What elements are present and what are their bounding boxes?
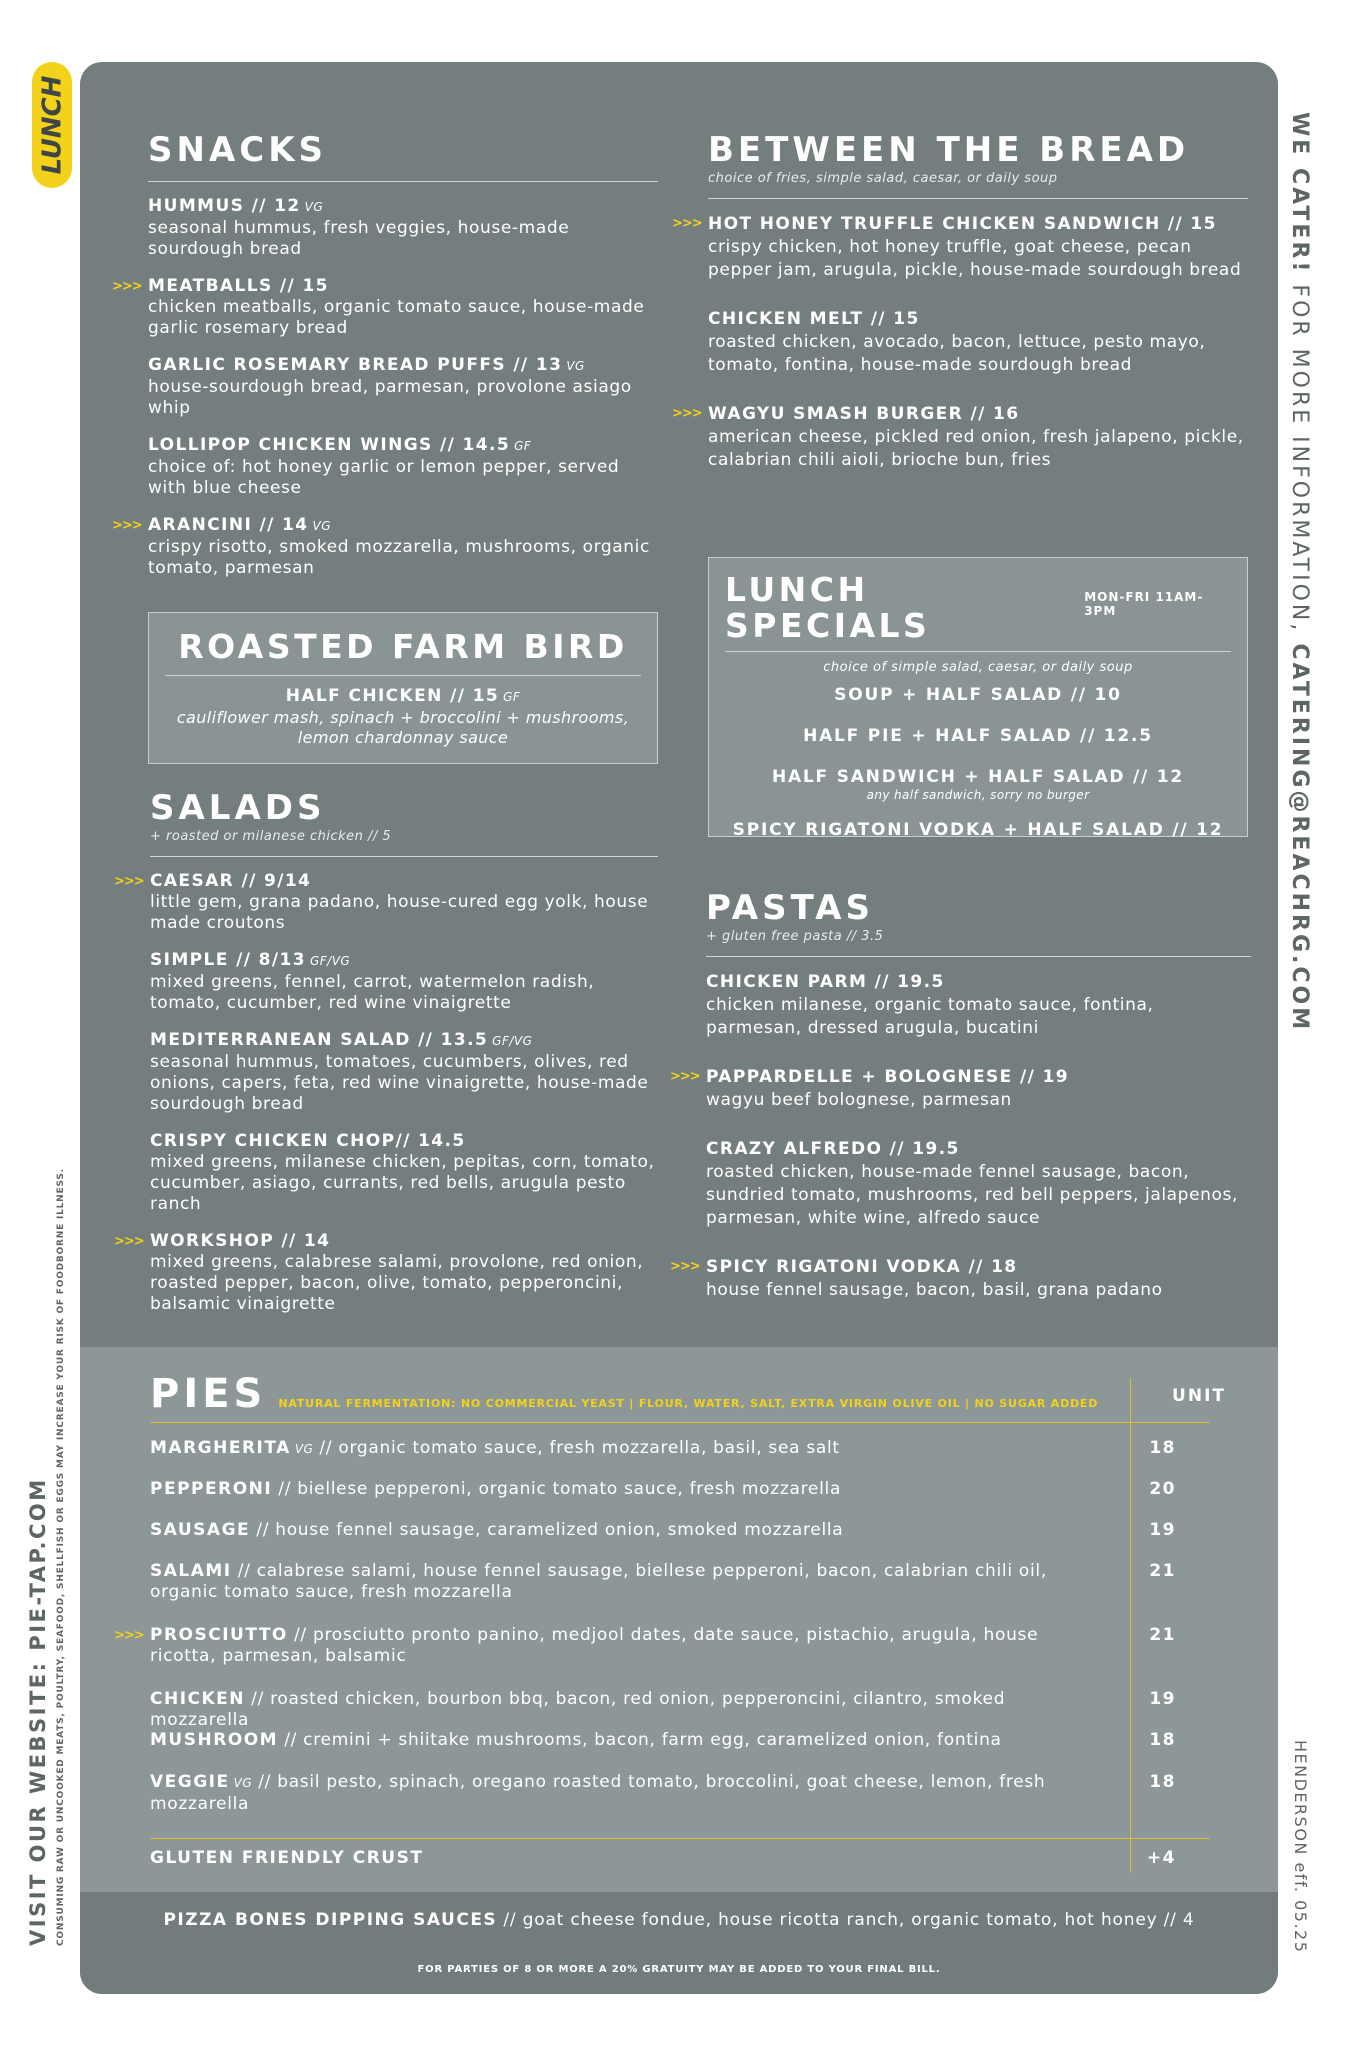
footer-band — [80, 1892, 1278, 1994]
menu-item — [670, 1066, 1251, 1112]
item-name: HOT HONEY TRUFFLE CHICKEN SANDWICH // 15 — [708, 214, 1217, 235]
bread-list — [672, 213, 1248, 472]
lunch-special-label: SPICY RIGATONI VODKA + HALF SALAD // 12 — [732, 819, 1224, 840]
item-name: HUMMUS // 12 — [148, 196, 301, 217]
location-label: HENDERSON eff. 05.25 — [1291, 1740, 1310, 1954]
pie-text — [150, 1561, 1080, 1603]
item-desc: seasonal hummus, tomatoes, cucumbers, olives, red onions, capers, feta, red wine vinaigrette, house-made sourdough bread — [150, 1052, 649, 1115]
gratuity-note: FOR PARTIES OF 8 OR MORE A 20% GRATUITY MAY BE ADDED TO YOUR FINAL BILL. — [417, 1964, 941, 1975]
salads-subtitle: + roasted or milanese chicken // 5 — [150, 829, 392, 845]
item-title — [148, 196, 658, 218]
pie-price: 19 — [1149, 1520, 1176, 1540]
item-name: ARANCINI // 14 — [148, 515, 309, 536]
farm-bird-title: ROASTED FARM BIRD — [178, 627, 628, 666]
item-desc: roasted chicken, house-made fennel sausage, bacon, sundried tomato, mushrooms, red bell peppers, jalapenos, parmesan, white wine, alfredo sauce — [706, 1162, 1238, 1229]
pie-row — [150, 1520, 1190, 1541]
farm-bird-item — [165, 686, 641, 708]
lunch-special-item — [725, 767, 1231, 802]
item-title — [706, 1066, 1251, 1089]
pie-name: MUSHROOM — [150, 1730, 279, 1750]
lunch-specials-list — [725, 685, 1231, 841]
farm-bird-desc: cauliflower mash, spinach + broccolini + mushrooms, lemon chardonnay sauce — [176, 708, 630, 748]
dipping-sauces-name: PIZZA BONES DIPPING SAUCES — [163, 1910, 498, 1930]
item-name: CRAZY ALFREDO // 19.5 — [706, 1139, 960, 1160]
pie-desc: // calabrese salami, house fennel sausage, biellese pepperoni, bacon, calabrian chili oil, organic tomato sauce, fresh mozzarella — [150, 1561, 1047, 1602]
dipping-sauces-desc: // goat cheese fondue, house ricotta ranch, organic tomato, hot honey // 4 — [497, 1910, 1195, 1930]
snacks-list — [112, 196, 658, 579]
item-name: MEATBALLS // 15 — [148, 276, 329, 297]
catering-text — [1287, 112, 1312, 1032]
item-desc: seasonal hummus, fresh veggies, house-made sourdough bread — [148, 218, 570, 260]
item-tag: VG — [312, 519, 332, 534]
pie-desc: // cremini + shiitake mushrooms, bacon, farm egg, caramelized onion, fontina — [278, 1730, 1002, 1750]
pie-desc: // roasted chicken, bourbon bbq, bacon, red onion, pepperoncini, cilantro, smoked mozzarella — [150, 1689, 1006, 1730]
pie-tag: VG — [294, 1442, 314, 1456]
pies-header-rule — [150, 1422, 1210, 1423]
menu-item — [672, 213, 1248, 282]
lunch-special-item — [725, 685, 1231, 706]
pie-price: 19 — [1149, 1689, 1176, 1709]
pies-header — [150, 1372, 1098, 1416]
dipping-sauces — [80, 1910, 1278, 1930]
item-title — [150, 871, 658, 892]
pie-desc: // biellese pepperoni, organic tomato sauce, fresh mozzarella — [272, 1479, 842, 1499]
item-title — [150, 1231, 658, 1252]
farm-bird-item-name: HALF CHICKEN // 15 — [285, 686, 500, 707]
item-title — [708, 308, 1248, 331]
item-desc: roasted chicken, avocado, bacon, lettuce, pesto mayo, tomato, fontina, house-made sourdough bread — [708, 332, 1206, 376]
item-tag: VG — [566, 359, 585, 374]
pie-name: MARGHERITA — [150, 1438, 291, 1458]
pie-price: 20 — [1149, 1479, 1176, 1499]
item-title — [150, 1030, 658, 1052]
favorite-marker: >>> — [672, 216, 702, 232]
pie-row — [150, 1772, 1190, 1815]
lunch-tab-label: LUNCH — [37, 75, 68, 175]
item-title — [148, 515, 658, 537]
gf-crust-price: +4 — [1146, 1848, 1176, 1868]
item-name: WAGYU SMASH BURGER // 16 — [708, 404, 1020, 425]
lunch-special-item — [725, 726, 1231, 747]
favorite-marker: >>> — [670, 1259, 700, 1275]
pie-row — [150, 1730, 1190, 1751]
catering-lead: WE CATER! — [1287, 112, 1312, 275]
menu-item — [670, 1256, 1251, 1302]
lunch-special-label: HALF SANDWICH + HALF SALAD // 12 — [771, 766, 1185, 787]
pies-title: PIES — [150, 1371, 267, 1417]
item-desc: house-sourdough bread, parmesan, provolone asiago whip — [148, 377, 632, 419]
favorite-marker: >>> — [672, 406, 702, 422]
salads-section — [114, 788, 658, 1331]
snacks-section — [112, 130, 658, 595]
menu-card — [80, 62, 1278, 1994]
lunch-special-item — [725, 820, 1231, 841]
bread-subtitle: choice of fries, simple salad, caesar, or daily soup — [708, 171, 1058, 187]
pies-tagline: NATURAL FERMENTATION: NO COMMERCIAL YEAST | FLOUR, WATER, SALT, EXTRA VIRGIN OLIVE OIL | NO SUGAR ADDED — [278, 1397, 1099, 1410]
menu-item — [114, 871, 658, 934]
pie-text — [150, 1689, 1080, 1731]
lunch-specials-hours: MON-FRI 11AM-3PM — [1084, 590, 1204, 618]
pastas-list — [670, 971, 1251, 1302]
item-desc: crispy risotto, smoked mozzarella, mushrooms, organic tomato, parmesan — [148, 537, 650, 579]
pie-row — [150, 1479, 1190, 1500]
pastas-title: PASTAS — [706, 888, 874, 928]
pie-row — [114, 1625, 1190, 1667]
item-tag: GF — [514, 439, 532, 454]
item-title — [708, 403, 1248, 426]
item-name: MEDITERRANEAN SALAD // 13.5 — [150, 1030, 489, 1051]
lunch-specials-rule — [725, 651, 1231, 652]
item-title — [150, 1131, 658, 1152]
item-desc: little gem, grana padano, house-cured egg yolk, house made croutons — [150, 892, 649, 934]
snacks-rule — [148, 181, 658, 182]
menu-item — [112, 276, 658, 339]
favorite-marker: >>> — [114, 1628, 144, 1643]
item-name: CHICKEN PARM // 19.5 — [706, 972, 945, 993]
pie-text — [150, 1438, 1080, 1460]
menu-item — [706, 1138, 1251, 1230]
bread-rule — [708, 198, 1248, 199]
pastas-section — [670, 888, 1251, 1328]
pie-desc: // organic tomato sauce, fresh mozzarella, basil, sea salt — [313, 1438, 840, 1458]
bread-section — [672, 130, 1248, 498]
item-name: SPICY RIGATONI VODKA // 18 — [706, 1257, 1018, 1278]
item-title — [708, 213, 1248, 236]
lunch-tab — [32, 62, 72, 188]
pie-desc: // basil pesto, spinach, oregano roasted tomato, broccolini, goat cheese, lemon, fresh mozzarella — [150, 1772, 1046, 1814]
lunch-special-label: SOUP + HALF SALAD // 10 — [834, 684, 1122, 705]
bread-title: BETWEEN THE BREAD — [708, 130, 1190, 170]
pie-tag: VG — [233, 1776, 253, 1790]
lunch-specials-subtitle: choice of simple salad, caesar, or daily soup — [823, 659, 1133, 675]
lunch-specials-header — [725, 572, 1231, 645]
item-desc: mixed greens, calabrese salami, provolone, red onion, roasted pepper, bacon, olive, tomato, pepperoncini, balsamic vinaigrette — [150, 1252, 644, 1315]
favorite-marker: >>> — [114, 1234, 144, 1250]
pie-text — [150, 1625, 1080, 1667]
item-desc: mixed greens, fennel, carrot, watermelon radish, tomato, cucumber, red wine vinaigrette — [150, 972, 595, 1014]
item-title — [150, 950, 658, 972]
lunch-special-note: any half sandwich, sorry no burger — [866, 787, 1090, 802]
pastas-rule — [706, 956, 1251, 957]
item-tag: GF/VG — [492, 1034, 533, 1049]
farm-bird-rule — [165, 675, 641, 676]
menu-item — [150, 1030, 658, 1115]
menu-item — [672, 403, 1248, 472]
menu-item — [706, 971, 1251, 1040]
item-name: WORKSHOP // 14 — [150, 1231, 331, 1252]
pie-price: 18 — [1149, 1438, 1176, 1458]
pie-row — [150, 1561, 1190, 1603]
pie-row — [150, 1689, 1190, 1731]
menu-item — [150, 950, 658, 1014]
pie-price: 18 — [1149, 1730, 1176, 1750]
item-name: CRISPY CHICKEN CHOP// 14.5 — [150, 1131, 466, 1152]
pie-desc: // house fennel sausage, caramelized onion, smoked mozzarella — [250, 1520, 844, 1540]
item-title — [706, 1256, 1251, 1279]
menu-item — [148, 196, 658, 260]
pie-name: CHICKEN — [150, 1689, 246, 1709]
item-name: CAESAR // 9/14 — [150, 871, 312, 892]
menu-item — [148, 355, 658, 419]
item-title — [706, 1138, 1251, 1161]
snacks-title: SNACKS — [148, 130, 328, 170]
item-name: PAPPARDELLE + BOLOGNESE // 19 — [706, 1067, 1069, 1088]
pies-unit-header: UNIT — [1172, 1386, 1226, 1406]
item-desc: wagyu beef bolognese, parmesan — [706, 1090, 1012, 1111]
item-title — [148, 276, 658, 297]
pie-name: SALAMI — [150, 1561, 232, 1581]
gf-crust-row — [150, 1848, 1190, 1869]
lunch-specials-title: LUNCH SPECIALS — [725, 570, 931, 646]
pie-name: VEGGIE — [150, 1772, 230, 1792]
lunch-specials-box — [708, 557, 1248, 840]
menu-item — [148, 435, 658, 499]
pie-price: 18 — [1149, 1772, 1176, 1792]
menu-item — [150, 1131, 658, 1215]
salads-title: SALADS — [150, 788, 326, 828]
item-desc: chicken meatballs, organic tomato sauce, house-made garlic rosemary bread — [148, 297, 645, 339]
favorite-marker: >>> — [112, 279, 142, 295]
website-link[interactable]: VISIT OUR WEBSITE: PIE-TAP.COM — [26, 1477, 50, 1946]
pie-text — [150, 1772, 1080, 1815]
item-title — [148, 435, 658, 457]
pie-text — [150, 1730, 1080, 1751]
pies-crust-rule — [150, 1838, 1210, 1839]
item-name: GARLIC ROSEMARY BREAD PUFFS // 13 — [148, 355, 563, 376]
gf-crust-label: GLUTEN FRIENDLY CRUST — [150, 1848, 424, 1868]
pie-name: SAUSAGE — [150, 1520, 251, 1540]
item-name: LOLLIPOP CHICKEN WINGS // 14.5 — [148, 435, 511, 456]
item-tag: VG — [304, 200, 324, 215]
item-desc: mixed greens, milanese chicken, pepitas, corn, tomato, cucumber, asiago, currants, red bells, arugula pesto ranch — [150, 1152, 655, 1215]
pastas-subtitle: + gluten free pasta // 3.5 — [706, 929, 884, 945]
pie-text — [150, 1520, 1080, 1541]
pie-desc: // prosciutto pronto panino, medjool dates, date sauce, pistachio, arugula, house ricotta, parmesan, balsamic — [150, 1625, 1039, 1666]
item-desc: house fennel sausage, bacon, basil, grana padano — [706, 1280, 1163, 1301]
pie-text — [150, 1479, 1080, 1500]
pie-name: PROSCIUTTO — [150, 1625, 288, 1645]
pie-name: PEPPERONI — [150, 1479, 273, 1499]
pie-price: 21 — [1149, 1561, 1176, 1581]
favorite-marker: >>> — [670, 1069, 700, 1085]
item-desc: american cheese, pickled red onion, fresh jalapeno, pickle, calabrian chili aioli, brioche bun, fries — [708, 427, 1244, 471]
item-name: CHICKEN MELT // 15 — [708, 309, 920, 330]
pie-price: 21 — [1149, 1625, 1176, 1645]
item-desc: chicken milanese, organic tomato sauce, fontina, parmesan, dressed arugula, bucatini — [706, 995, 1154, 1039]
favorite-marker: >>> — [112, 518, 142, 534]
menu-item — [112, 515, 658, 579]
item-desc: crispy chicken, hot honey truffle, goat cheese, pecan pepper jam, arugula, pickle, house-made sourdough bread — [708, 237, 1242, 281]
menu-item — [114, 1231, 658, 1315]
menu-item — [708, 308, 1248, 377]
item-title — [706, 971, 1251, 994]
item-title — [148, 355, 658, 377]
farm-bird-box — [148, 612, 658, 764]
salads-rule — [150, 856, 658, 857]
catering-middle: FOR MORE INFORMATION, — [1287, 274, 1312, 644]
item-tag: GF/VG — [309, 954, 351, 969]
item-desc: choice of: hot honey garlic or lemon pepper, served with blue cheese — [148, 457, 620, 499]
favorite-marker: >>> — [114, 874, 144, 890]
salads-list — [114, 871, 658, 1315]
lunch-special-label: HALF PIE + HALF SALAD // 12.5 — [803, 725, 1153, 746]
item-name: SIMPLE // 8/13 — [150, 950, 306, 971]
farm-bird-tag: GF — [503, 690, 521, 705]
pie-row — [150, 1438, 1190, 1460]
foodborne-disclaimer: CONSUMING RAW OR UNCOOKED MEATS, POULTRY, SEAFOOD, SHELLFISH OR EGGS MAY INCREASE YOUR RISK OF FOODBORNE ILLNESS. — [56, 1168, 66, 1946]
catering-email: CATERING@REACHRG.COM — [1287, 643, 1312, 1033]
